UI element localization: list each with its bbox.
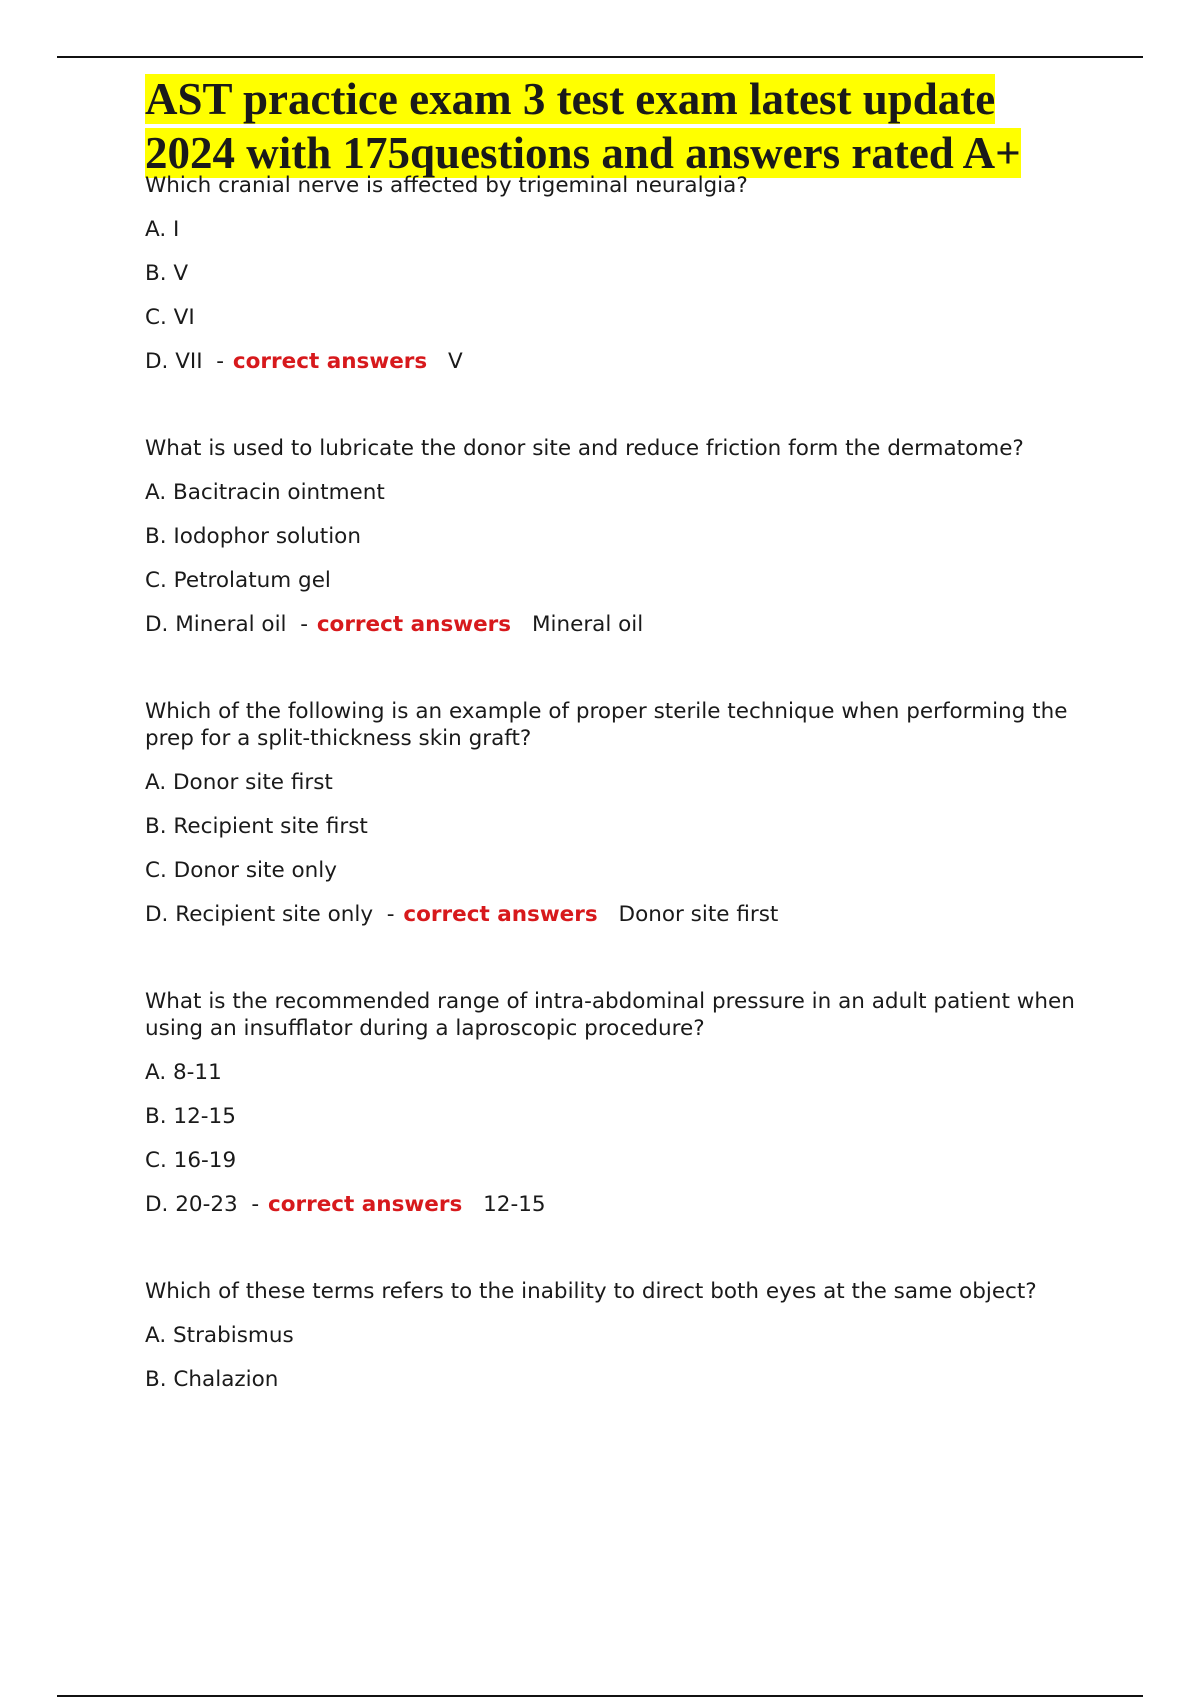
option-c: C. Petrolatum gel <box>145 568 331 593</box>
question-text: What is the recommended range of intra-abdominal pressure in an adult patient when using an insufflator during a laproscopic procedure? <box>145 989 1075 1041</box>
option-c: C. 16-19 <box>145 1148 237 1173</box>
option-b: B. 12-15 <box>145 1104 236 1129</box>
separator: - <box>293 612 308 637</box>
answer-value: V <box>448 349 463 374</box>
option-d: D. Recipient site only <box>145 902 374 927</box>
bottom-rule <box>57 1695 1143 1697</box>
option-d: D. 20-23 <box>145 1192 238 1217</box>
document-title <box>145 72 1095 180</box>
option-d-with-answer <box>145 1191 1095 1218</box>
answer-value: Mineral oil <box>531 612 644 637</box>
answer-value: Donor site first <box>618 902 779 927</box>
question-text: What is used to lubricate the donor site and reduce friction form the dermatome? <box>145 436 1024 461</box>
option-a: A. Strabismus <box>145 1323 294 1348</box>
question-3 <box>145 698 1095 928</box>
question-1 <box>145 172 1095 375</box>
option-b: B. Chalazion <box>145 1367 279 1392</box>
top-rule <box>57 56 1143 58</box>
separator: - <box>244 1192 260 1217</box>
document-body <box>145 72 1095 1393</box>
question-5 <box>145 1278 1095 1393</box>
question-2 <box>145 435 1095 638</box>
question-text: Which of these terms refers to the inability to direct both eyes at the same object? <box>145 1279 1037 1304</box>
option-c: C. Donor site only <box>145 858 337 883</box>
option-b: B. V <box>145 261 189 286</box>
option-d: D. Mineral oil <box>145 612 287 637</box>
title-line-1: AST practice exam 3 test exam latest update <box>145 74 996 124</box>
option-a: A. Bacitracin ointment <box>145 480 385 505</box>
correct-answers-label: correct answers <box>403 902 598 927</box>
option-a: A. 8-11 <box>145 1060 222 1085</box>
option-d-with-answer <box>145 348 1095 375</box>
separator: - <box>379 902 395 927</box>
correct-answers-label: correct answers <box>267 1192 463 1217</box>
title-line-2: 2024 with 175questions and answers rated A+ <box>145 128 1021 178</box>
correct-answers-label: correct answers <box>232 349 428 374</box>
option-b: B. Recipient site first <box>145 814 368 839</box>
option-c: C. VI <box>145 305 195 330</box>
question-text: Which cranial nerve is affected by trigeminal neuralgia? <box>145 173 748 198</box>
option-b: B. Iodophor solution <box>145 524 361 549</box>
separator: - <box>209 349 225 374</box>
option-d-with-answer <box>145 611 1095 638</box>
question-text: Which of the following is an example of proper sterile technique when performing the prep for a split-thickness skin graft? <box>145 699 1068 751</box>
option-d-with-answer <box>145 901 1095 928</box>
correct-answers-label: correct answers <box>316 612 512 637</box>
option-d: D. VII <box>145 349 203 374</box>
option-a: A. Donor site first <box>145 770 333 795</box>
answer-value: 12-15 <box>483 1192 546 1217</box>
option-a: A. I <box>145 217 180 242</box>
question-4 <box>145 988 1095 1218</box>
